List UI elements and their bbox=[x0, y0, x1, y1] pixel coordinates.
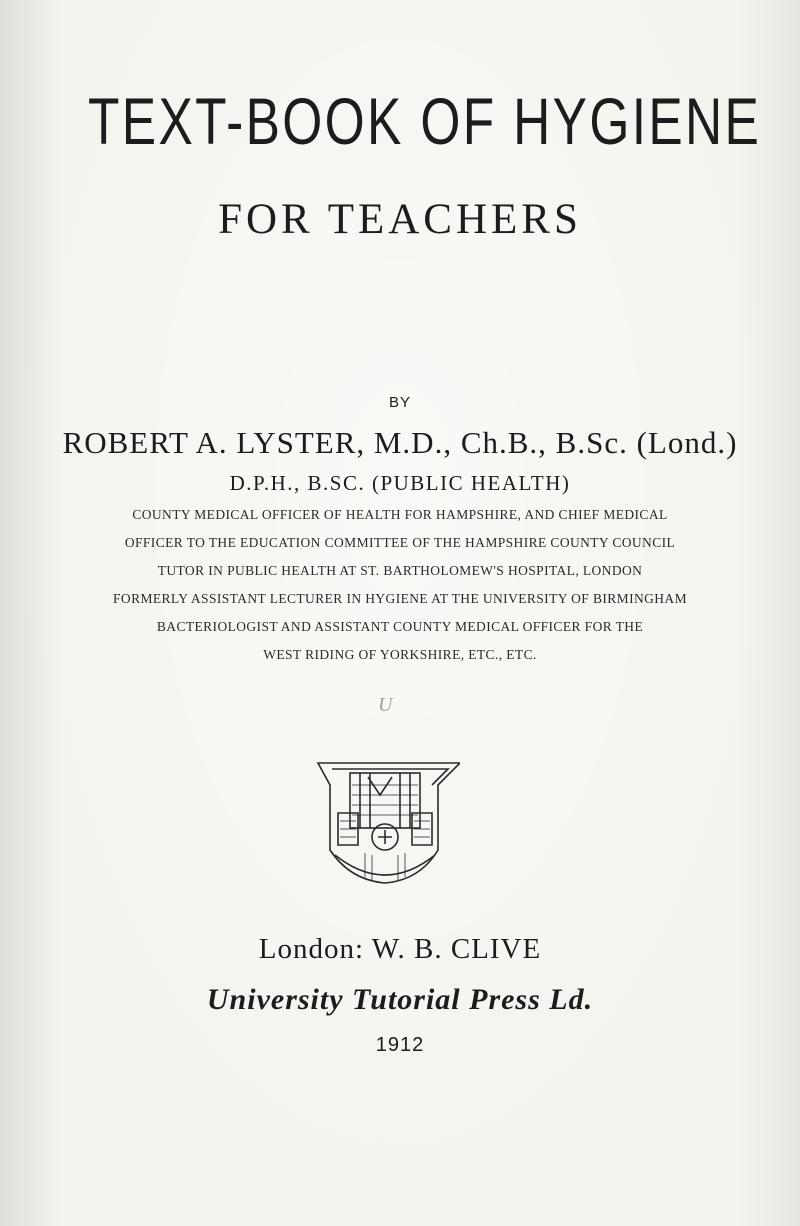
author-degrees: D.P.H., B.SC. (PUBLIC HEALTH) bbox=[229, 471, 571, 495]
credential-line: COUNTY MEDICAL OFFICER OF HEALTH FOR HAMPSHIRE, AND CHIEF MEDICAL bbox=[132, 507, 668, 522]
credential-line: TUTOR IN PUBLIC HEALTH AT ST. BARTHOLOMEW'S HOSPITAL, LONDON bbox=[157, 563, 643, 578]
credential-line: BACTERIOLOGIST AND ASSISTANT COUNTY MEDICAL OFFICER FOR THE bbox=[156, 619, 644, 634]
by-line: BY bbox=[388, 394, 411, 411]
credential-line: OFFICER TO THE EDUCATION COMMITTEE OF THE HAMPSHIRE COUNTY COUNCIL bbox=[124, 535, 676, 550]
publisher-emblem-icon bbox=[310, 755, 460, 890]
publication-year: 1912 bbox=[375, 1034, 425, 1056]
book-subtitle: FOR TEACHERS bbox=[218, 196, 582, 243]
publisher-line: London: W. B. CLIVE bbox=[258, 933, 542, 965]
book-title: TEXT-BOOK OF HYGIENE bbox=[88, 84, 762, 158]
credential-line: FORMERLY ASSISTANT LECTURER IN HYGIENE AT THE UNIVERSITY OF BIRMINGHAM bbox=[113, 591, 687, 606]
author-name: ROBERT A. LYSTER, M.D., Ch.B., B.Sc. (Lond.) bbox=[62, 425, 738, 460]
library-stamp-mark: U bbox=[378, 694, 393, 716]
credential-line: WEST RIDING OF YORKSHIRE, ETC., ETC. bbox=[263, 647, 537, 662]
press-name: University Tutorial Press Ld. bbox=[206, 983, 594, 1016]
